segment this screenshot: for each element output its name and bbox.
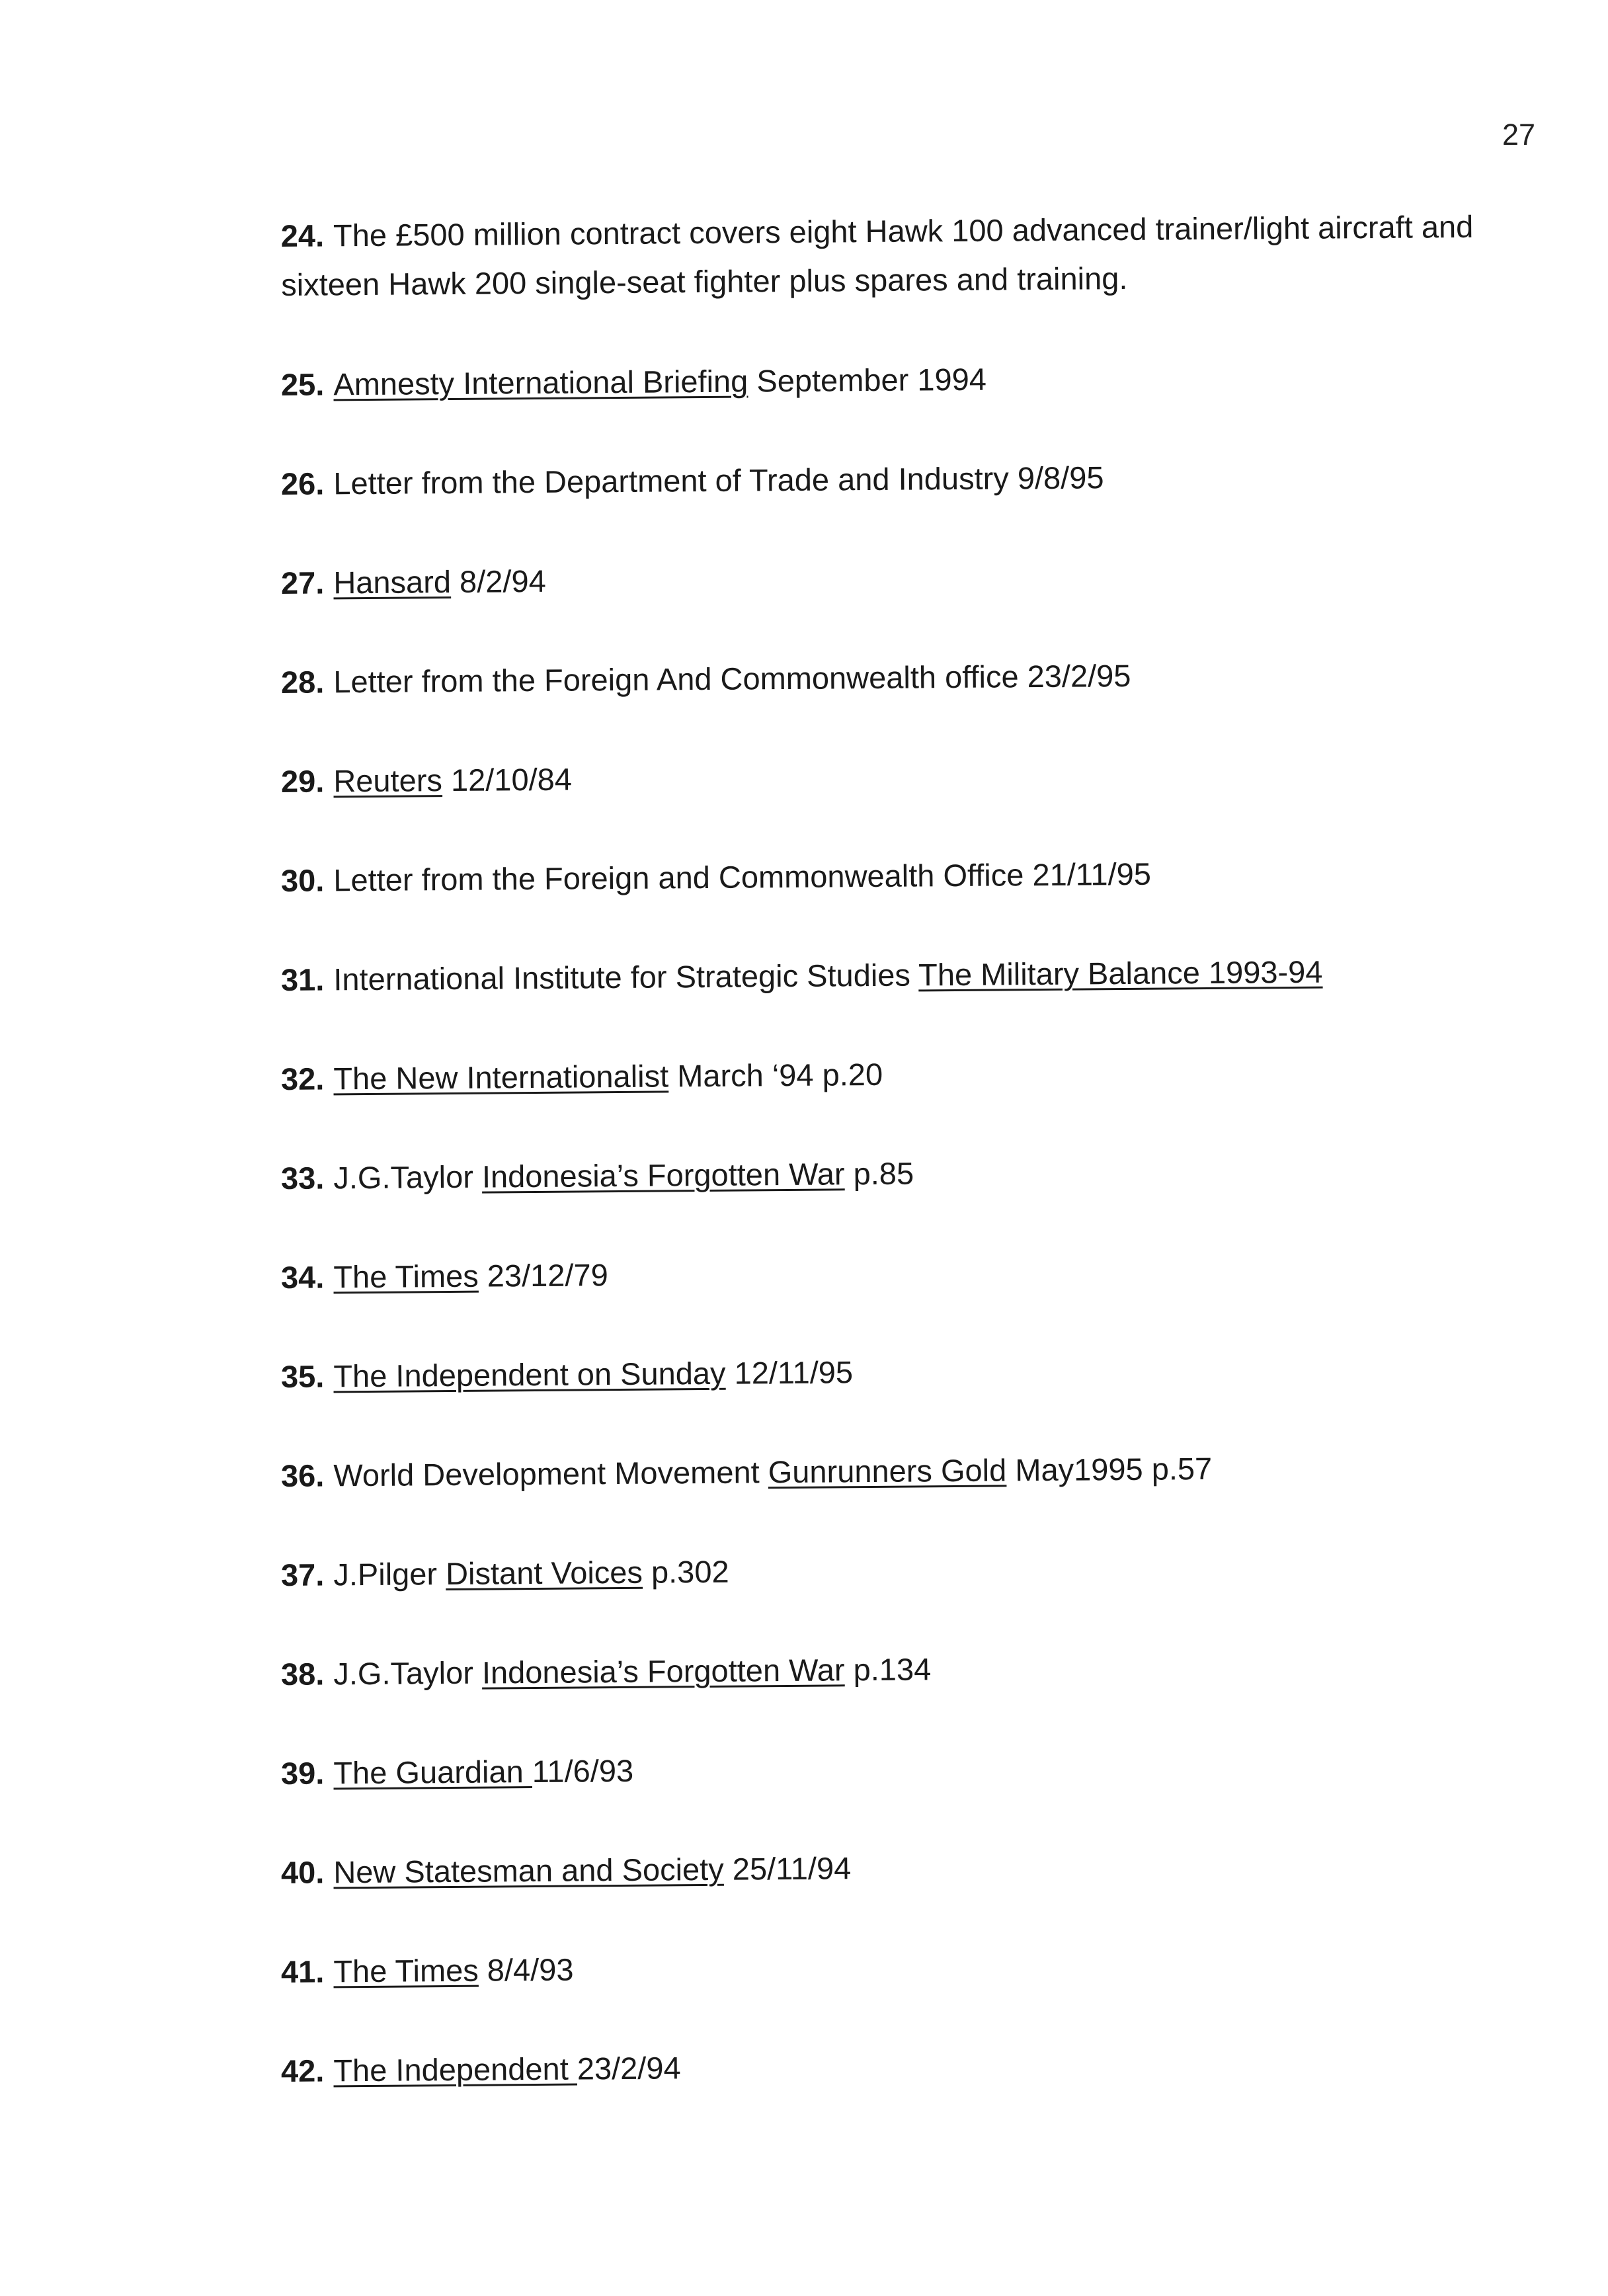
note-30 [281,846,1485,906]
note-post: 23/12/79 [478,1257,608,1293]
note-number: 37. [280,1557,325,1592]
note-post: p.302 [642,1553,729,1590]
note-source-title: New Statesman and Society [333,1851,724,1890]
note-post: 12/11/95 [725,1354,854,1391]
note-post: p.85 [844,1155,914,1192]
note-post: 23/2/94 [577,2050,681,2086]
note-source-title: The Guardian [333,1754,532,1791]
note-post: 8/2/94 [450,563,546,599]
endnotes-list [280,208,1484,2145]
note-37 [281,1541,1485,1600]
note-number: 29. [280,763,325,799]
note-post: September 1994 [748,361,987,399]
note-source-title: The New Internationalist [333,1058,669,1096]
note-source-title: The Military Balance 1993-94 [918,954,1323,993]
note-post: 12/10/84 [442,761,573,798]
note-number: 33. [280,1160,325,1196]
note-number: 36. [280,1457,325,1493]
note-source-title: The Independent [333,2051,578,2088]
note-pre: J.G.Taylor [333,1655,483,1692]
note-number: 30. [280,862,325,898]
note-number: 40. [280,1854,325,1890]
note-text: Letter from the Foreign And Commonwealth office 23/2/95 [333,657,1131,700]
note-source-title: Indonesia’s Forgotten War [481,1652,845,1690]
note-number: 39. [280,1755,325,1791]
note-post: March ‘94 p.20 [668,1056,883,1094]
note-24 [280,202,1484,309]
note-source-title: Hansard [333,563,452,600]
note-number: 27. [280,565,325,600]
note-38 [281,1640,1485,1700]
note-pre: International Institute for Strategic Studies [333,957,919,997]
note-text: Letter from the Department of Trade and Industry 9/8/95 [333,460,1104,501]
note-source-title: The Times [333,1952,479,1989]
page-number: 27 [1502,118,1535,151]
note-34 [281,1243,1485,1303]
note-source-title: Indonesia’s Forgotten War [481,1156,845,1194]
note-number: 32. [280,1061,325,1096]
note-post: p.134 [844,1651,932,1688]
note-text: Letter from the Foreign and Commonwealth Office 21/11/95 [333,856,1152,898]
note-text: The £500 million contract covers eight Hawk 100 advanced trainer/light aircraft and sixteen Hawk 200 single-seat fighter plus spares and training. [281,208,1474,302]
note-32 [281,1045,1485,1104]
note-33 [281,1144,1485,1204]
note-39 [281,1739,1485,1799]
note-source-title: Gunrunners Gold [768,1452,1007,1490]
note-source-title: Amnesty International Briefing [333,363,748,402]
note-number: 34. [280,1259,325,1295]
note-pre: J.Pilger [333,1556,446,1592]
note-number: 28. [280,664,325,700]
note-number: 31. [280,962,325,997]
note-40 [281,1838,1485,1898]
note-source-title: The Independent on Sunday [333,1355,726,1394]
note-27 [281,549,1485,608]
note-42 [281,2037,1485,2096]
note-25 [281,350,1485,410]
note-source-title: Reuters [333,762,443,799]
note-pre: World Development Movement [333,1454,768,1493]
note-36 [281,1442,1485,1501]
note-number: 35. [280,1358,325,1394]
note-pre: J.G.Taylor [333,1159,483,1196]
note-number: 42. [280,2053,325,2088]
note-29 [281,747,1485,807]
note-post: May1995 p.57 [1006,1450,1213,1488]
note-26 [281,450,1485,509]
note-post: 11/6/93 [532,1752,634,1789]
note-31 [281,946,1485,1005]
note-post: 8/4/93 [478,1951,574,1988]
note-number: 24. [280,218,325,254]
note-number: 41. [280,1953,325,1989]
note-41 [281,1938,1485,1997]
note-source-title: Distant Voices [445,1554,643,1592]
note-28 [281,648,1485,708]
note-number: 25. [280,366,325,402]
note-number: 38. [280,1656,325,1692]
note-number: 26. [280,466,325,501]
note-35 [281,1342,1485,1402]
note-post: 25/11/94 [723,1850,852,1887]
note-source-title: The Times [333,1258,479,1295]
